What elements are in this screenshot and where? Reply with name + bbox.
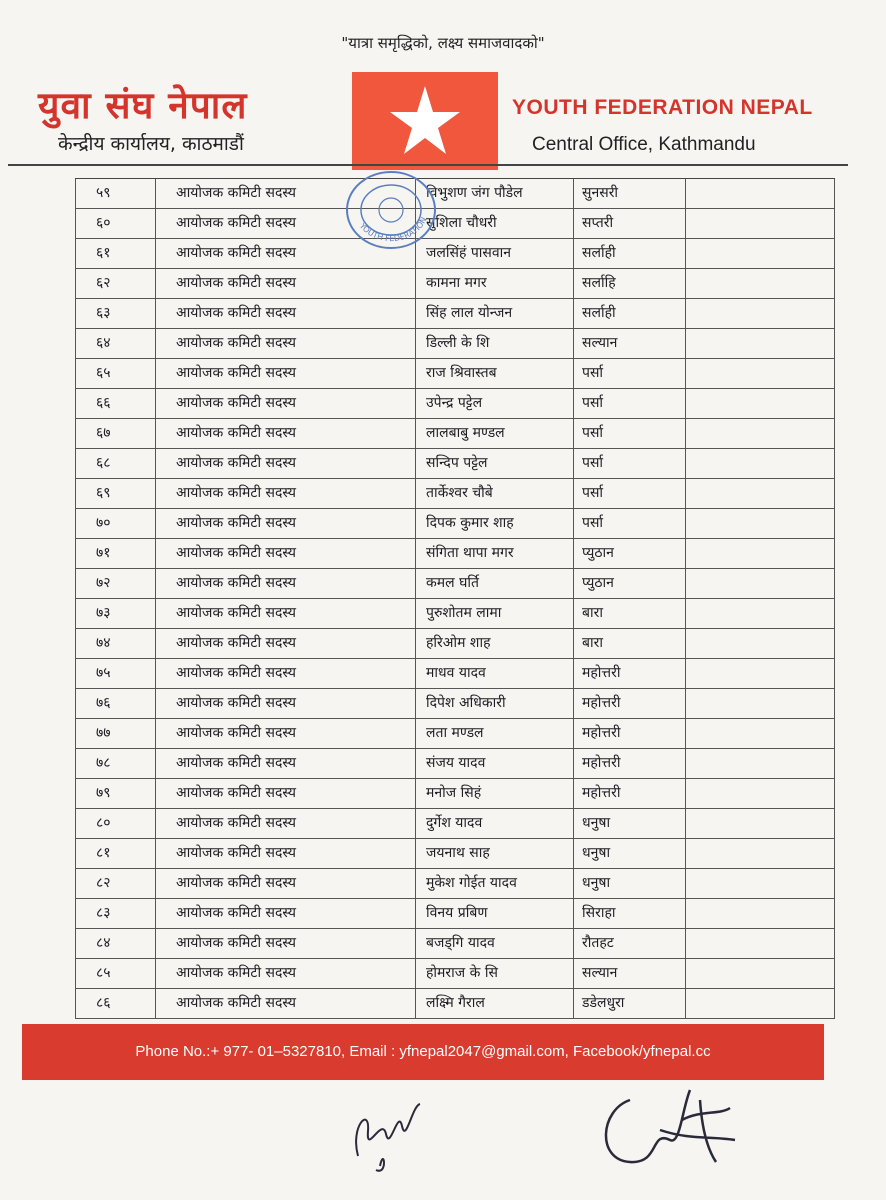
table-row: [75, 179, 835, 209]
member-district: पर्सा: [573, 419, 685, 448]
member-signature-cell: [685, 269, 835, 298]
table-row: [75, 779, 835, 809]
member-signature-cell: [685, 629, 835, 658]
member-district: महोत्तरी: [573, 659, 685, 688]
member-post: आयोजक कमिटी सदस्य: [155, 899, 415, 928]
header-divider: [8, 164, 848, 166]
member-name: सुशिला चौधरी: [415, 209, 573, 238]
member-signature-cell: [685, 179, 835, 208]
member-district: महोत्तरी: [573, 689, 685, 718]
member-number: ६६: [75, 389, 155, 418]
member-signature-cell: [685, 389, 835, 418]
member-name: सन्दिप पट्टेल: [415, 449, 573, 478]
member-signature-cell: [685, 359, 835, 388]
member-post: आयोजक कमिटी सदस्य: [155, 179, 415, 208]
member-number: ६८: [75, 449, 155, 478]
member-name: हरिओम शाह: [415, 629, 573, 658]
member-signature-cell: [685, 899, 835, 928]
member-name: होमराज के सि: [415, 959, 573, 988]
member-number: ७१: [75, 539, 155, 568]
stamp-text: YOUTH FEDERATION: [357, 215, 429, 244]
member-post: आयोजक कमिटी सदस्य: [155, 539, 415, 568]
table-row: [75, 359, 835, 389]
member-number: ७९: [75, 779, 155, 808]
member-number: ७७: [75, 719, 155, 748]
member-post: आयोजक कमिटी सदस्य: [155, 389, 415, 418]
member-post: आयोजक कमिटी सदस्य: [155, 239, 415, 268]
member-district: महोत्तरी: [573, 719, 685, 748]
table-row: [75, 899, 835, 929]
member-post: आयोजक कमिटी सदस्य: [155, 449, 415, 478]
member-name: दुर्गेश यादव: [415, 809, 573, 838]
member-signature-cell: [685, 809, 835, 838]
member-post: आयोजक कमिटी सदस्य: [155, 359, 415, 388]
member-district: धनुषा: [573, 809, 685, 838]
table-row: [75, 689, 835, 719]
member-post: आयोजक कमिटी सदस्य: [155, 839, 415, 868]
member-signature-cell: [685, 869, 835, 898]
member-name: कामना मगर: [415, 269, 573, 298]
table-row: [75, 839, 835, 869]
member-post: आयोजक कमिटी सदस्य: [155, 779, 415, 808]
member-number: ६०: [75, 209, 155, 238]
member-number: ७८: [75, 749, 155, 778]
member-post: आयोजक कमिटी सदस्य: [155, 629, 415, 658]
member-number: ७०: [75, 509, 155, 538]
member-name: जयनाथ साह: [415, 839, 573, 868]
member-signature-cell: [685, 689, 835, 718]
table-row: [75, 749, 835, 779]
official-stamp: [343, 168, 439, 252]
member-name: कमल घर्ति: [415, 569, 573, 598]
signature-left: [340, 1086, 440, 1176]
member-district: धनुषा: [573, 869, 685, 898]
member-signature-cell: [685, 569, 835, 598]
member-name: तार्केश्वर चौबे: [415, 479, 573, 508]
member-name: विनय प्रबिण: [415, 899, 573, 928]
member-signature-cell: [685, 599, 835, 628]
table-row: [75, 389, 835, 419]
member-number: ६७: [75, 419, 155, 448]
member-number: ६९: [75, 479, 155, 508]
member-name: दिपेश अधिकारी: [415, 689, 573, 718]
member-post: आयोजक कमिटी सदस्य: [155, 299, 415, 328]
table-row: [75, 569, 835, 599]
table-row: [75, 659, 835, 689]
signature-right: [590, 1070, 740, 1180]
member-district: सल्यान: [573, 959, 685, 988]
member-district: डडेलधुरा: [573, 989, 685, 1018]
member-post: आयोजक कमिटी सदस्य: [155, 599, 415, 628]
table-row: [75, 269, 835, 299]
office-nepali: केन्द्रीय कार्यालय, काठमाडौं: [58, 133, 244, 155]
member-post: आयोजक कमिटी सदस्य: [155, 479, 415, 508]
table-row: [75, 509, 835, 539]
member-district: सर्लाही: [573, 239, 685, 268]
table-row: [75, 479, 835, 509]
star-logo: [352, 72, 498, 170]
member-post: आयोजक कमिटी सदस्य: [155, 659, 415, 688]
member-signature-cell: [685, 449, 835, 478]
member-name: उपेन्द्र पट्टेल: [415, 389, 573, 418]
member-signature-cell: [685, 299, 835, 328]
member-district: सप्तरी: [573, 209, 685, 238]
table-row: [75, 209, 835, 239]
member-name: डिल्ली के शि: [415, 329, 573, 358]
member-post: आयोजक कमिटी सदस्य: [155, 989, 415, 1018]
member-signature-cell: [685, 209, 835, 238]
member-signature-cell: [685, 419, 835, 448]
member-district: धनुषा: [573, 839, 685, 868]
member-post: आयोजक कमिटी सदस्य: [155, 869, 415, 898]
member-number: ८४: [75, 929, 155, 958]
member-district: महोत्तरी: [573, 749, 685, 778]
member-number: ७६: [75, 689, 155, 718]
member-number: ८५: [75, 959, 155, 988]
member-post: आयोजक कमिटी सदस्य: [155, 569, 415, 598]
member-district: पर्सा: [573, 389, 685, 418]
member-name: दिपक कुमार शाह: [415, 509, 573, 538]
member-district: बारा: [573, 599, 685, 628]
member-post: आयोजक कमिटी सदस्य: [155, 929, 415, 958]
member-name: सिंह लाल योन्जन: [415, 299, 573, 328]
member-post: आयोजक कमिटी सदस्य: [155, 269, 415, 298]
member-post: आयोजक कमिटी सदस्य: [155, 809, 415, 838]
table-row: [75, 599, 835, 629]
member-signature-cell: [685, 749, 835, 778]
table-row: [75, 419, 835, 449]
table-row: [75, 869, 835, 899]
member-name: लता मण्डल: [415, 719, 573, 748]
member-number: ८०: [75, 809, 155, 838]
table-row: [75, 929, 835, 959]
member-signature-cell: [685, 539, 835, 568]
member-post: आयोजक कमिटी सदस्य: [155, 509, 415, 538]
member-signature-cell: [685, 959, 835, 988]
table-row: [75, 449, 835, 479]
member-number: ८३: [75, 899, 155, 928]
member-district: महोत्तरी: [573, 779, 685, 808]
table-row: [75, 299, 835, 329]
member-number: ५९: [75, 179, 155, 208]
member-number: ६२: [75, 269, 155, 298]
member-district: सुनसरी: [573, 179, 685, 208]
member-post: आयोजक कमिटी सदस्य: [155, 959, 415, 988]
member-number: ७३: [75, 599, 155, 628]
member-district: सिराहा: [573, 899, 685, 928]
contact-footer: Phone No.:+ 977- 01–5327810, Email : yfnepal2047@gmail.com, Facebook/yfnepal.cc: [22, 1024, 824, 1080]
member-district: पर्सा: [573, 479, 685, 508]
member-post: आयोजक कमिटी सदस्य: [155, 209, 415, 238]
table-row: [75, 539, 835, 569]
member-post: आयोजक कमिटी सदस्य: [155, 689, 415, 718]
member-signature-cell: [685, 929, 835, 958]
member-number: ७२: [75, 569, 155, 598]
member-district: सर्लाही: [573, 299, 685, 328]
table-row: [75, 989, 835, 1019]
org-name-english: YOUTH FEDERATION NEPAL: [512, 96, 813, 119]
member-district: पर्सा: [573, 509, 685, 538]
member-number: ८२: [75, 869, 155, 898]
member-district: पर्सा: [573, 359, 685, 388]
member-number: ६५: [75, 359, 155, 388]
star-icon: [352, 72, 498, 170]
member-number: ६४: [75, 329, 155, 358]
table-row: [75, 959, 835, 989]
member-district: पर्सा: [573, 449, 685, 478]
member-name: मनोज सिहं: [415, 779, 573, 808]
member-district: रौतहट: [573, 929, 685, 958]
member-signature-cell: [685, 839, 835, 868]
member-district: सल्यान: [573, 329, 685, 358]
member-name: माधव यादव: [415, 659, 573, 688]
member-number: ७५: [75, 659, 155, 688]
member-signature-cell: [685, 989, 835, 1018]
member-name: पुरुशोतम लामा: [415, 599, 573, 628]
member-post: आयोजक कमिटी सदस्य: [155, 419, 415, 448]
member-signature-cell: [685, 329, 835, 358]
member-name: संगिता थापा मगर: [415, 539, 573, 568]
table-row: [75, 629, 835, 659]
table-row: [75, 329, 835, 359]
member-signature-cell: [685, 509, 835, 538]
member-district: बारा: [573, 629, 685, 658]
member-name: लालबाबु मण्डल: [415, 419, 573, 448]
table-row: [75, 809, 835, 839]
member-name: बजड्गि यादव: [415, 929, 573, 958]
member-name: जलसिंहं पासवान: [415, 239, 573, 268]
org-name-nepali: युवा संघ नेपाल: [38, 84, 248, 127]
member-signature-cell: [685, 779, 835, 808]
table-row: [75, 719, 835, 749]
table-row: [75, 239, 835, 269]
member-name: संजय यादव: [415, 749, 573, 778]
member-signature-cell: [685, 239, 835, 268]
member-name: मुकेश गोईत यादव: [415, 869, 573, 898]
motto: "यात्रा समृद्धिको, लक्ष्य समाजवादको": [341, 34, 545, 52]
member-signature-cell: [685, 479, 835, 508]
member-post: आयोजक कमिटी सदस्य: [155, 719, 415, 748]
member-number: ७४: [75, 629, 155, 658]
member-name: विभुशण जंग पौडेल: [415, 179, 573, 208]
member-table: [75, 178, 835, 1019]
member-district: प्युठान: [573, 539, 685, 568]
member-name: राज श्रिवास्तब: [415, 359, 573, 388]
member-signature-cell: [685, 719, 835, 748]
member-number: ८६: [75, 989, 155, 1018]
office-english: Central Office, Kathmandu: [532, 134, 756, 155]
member-number: ६३: [75, 299, 155, 328]
member-district: प्युठान: [573, 569, 685, 598]
member-number: ६१: [75, 239, 155, 268]
member-post: आयोजक कमिटी सदस्य: [155, 749, 415, 778]
member-number: ८१: [75, 839, 155, 868]
member-post: आयोजक कमिटी सदस्य: [155, 329, 415, 358]
member-signature-cell: [685, 659, 835, 688]
member-name: लक्ष्मि गैराल: [415, 989, 573, 1018]
member-district: सर्लाहि: [573, 269, 685, 298]
